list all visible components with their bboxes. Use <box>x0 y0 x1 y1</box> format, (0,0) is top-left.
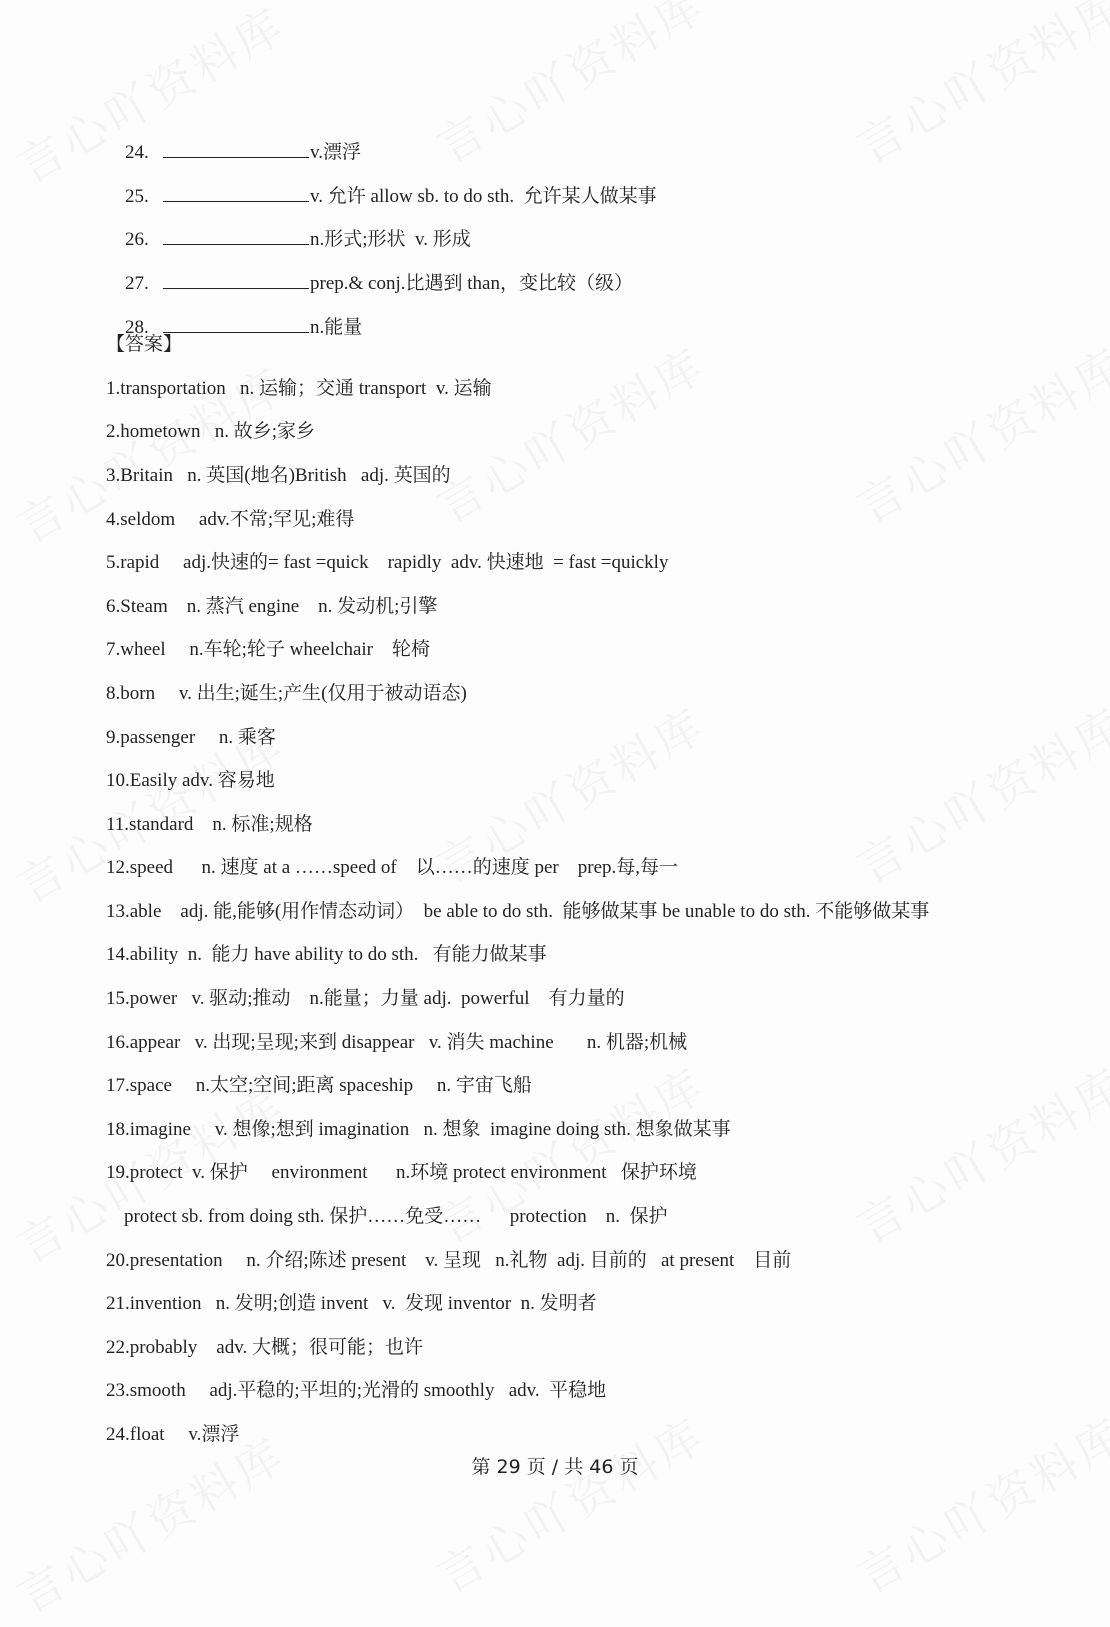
answer-blank <box>163 270 309 289</box>
answer-line: 11.standard n. 标准;规格 <box>106 814 313 835</box>
answer-line: 7.wheel n.车轮;轮子 wheelchair 轮椅 <box>106 639 430 660</box>
page-footer: 第 29 页 / 共 46 页 <box>471 1456 639 1478</box>
question-hint: prep.& conj.比遇到 than，变比较（级） <box>310 273 633 294</box>
answer-line: 17.space n.太空;空间;距离 spaceship n. 宇宙飞船 <box>106 1075 532 1096</box>
answer-line: 14.ability n. 能力 have ability to do sth. 有能力做某事 <box>106 944 547 965</box>
answer-blank <box>163 183 309 202</box>
question-number: 26. <box>125 229 149 250</box>
question-number: 28. <box>125 317 149 338</box>
question-hint: n.形式;形状 v. 形成 <box>310 229 471 250</box>
watermark <box>844 1049 1110 1256</box>
answer-line-continuation: protect sb. from doing sth. 保护……免受…… protection n. 保护 <box>124 1206 668 1227</box>
answer-line: 21.invention n. 发明;创造 invent v. 发现 inventor n. 发明者 <box>106 1293 597 1314</box>
answer-heading: 【答案】 <box>106 334 183 355</box>
watermark <box>424 1399 717 1606</box>
watermark <box>844 0 1110 177</box>
question-hint: v.漂浮 <box>310 142 362 163</box>
question-number: 24. <box>125 142 149 163</box>
answer-line: 10.Easily adv. 容易地 <box>106 770 275 791</box>
answer-line: 15.power v. 驱动;推动 n.能量；力量 adj. powerful 有力量的 <box>106 988 625 1009</box>
answer-line: 1.transportation n. 运输；交通 transport v. 运输 <box>106 378 492 399</box>
watermark <box>844 329 1110 536</box>
question-hint: n.能量 <box>310 317 363 338</box>
answer-blank <box>163 139 309 158</box>
answer-line: 12.speed n. 速度 at a ……speed of 以……的速度 per prep.每,每一 <box>106 857 679 878</box>
answer-line: 22.probably adv. 大概；很可能；也许 <box>106 1337 423 1358</box>
answer-line: 19.protect v. 保护 environment n.环境 protect environment 保护环境 <box>106 1162 697 1183</box>
answer-line: 20.presentation n. 介绍;陈述 present v. 呈现 n.礼物 adj. 目前的 at present 目前 <box>106 1250 792 1271</box>
watermark <box>424 329 717 536</box>
watermark <box>4 1419 297 1626</box>
watermark <box>844 689 1110 896</box>
answer-line: 8.born v. 出生;诞生;产生(仅用于被动语态) <box>106 683 467 704</box>
answer-line: 3.Britain n. 英国(地名)British adj. 英国的 <box>106 465 451 486</box>
question-hint: v. 允许 allow sb. to do sth. 允许某人做某事 <box>310 186 657 207</box>
answer-line: 24.float v.漂浮 <box>106 1424 240 1445</box>
answer-line: 13.able adj. 能,能够(用作情态动词） be able to do sth. 能够做某事 be unable to do sth. 不能够做某事 <box>106 901 930 922</box>
question-number: 27. <box>125 273 149 294</box>
answer-line: 2.hometown n. 故乡;家乡 <box>106 421 315 442</box>
answer-blank <box>163 226 309 245</box>
answer-line: 9.passenger n. 乘客 <box>106 727 276 748</box>
watermark <box>424 0 717 177</box>
answer-line: 5.rapid adj.快速的= fast =quick rapidly adv. 快速地 = fast =quickly <box>106 552 669 573</box>
answer-line: 6.Steam n. 蒸汽 engine n. 发动机;引擎 <box>106 596 438 617</box>
answer-line: 16.appear v. 出现;呈现;来到 disappear v. 消失 machine n. 机器;机械 <box>106 1032 688 1053</box>
answer-line: 23.smooth adj.平稳的;平坦的;光滑的 smoothly adv. 平稳地 <box>106 1380 607 1401</box>
answer-line: 18.imagine v. 想像;想到 imagination n. 想象 imagine doing sth. 想象做某事 <box>106 1119 731 1140</box>
question-number: 25. <box>125 186 149 207</box>
answer-line: 4.seldom adv.不常;罕见;难得 <box>106 509 355 530</box>
watermark <box>844 1399 1110 1606</box>
answer-blank <box>163 314 309 333</box>
